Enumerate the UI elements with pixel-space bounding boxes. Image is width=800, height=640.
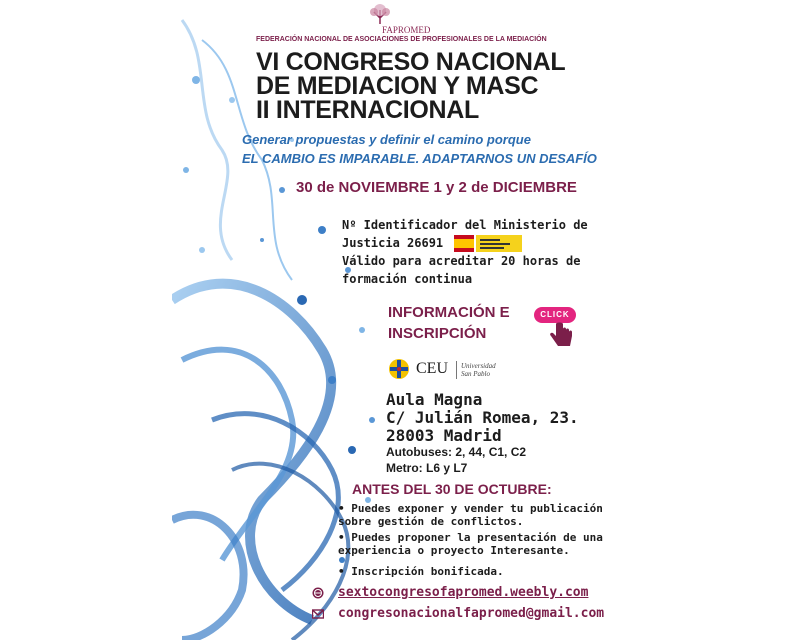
organization-name: FEDERACIÓN NACIONAL DE ASOCIACIONES DE PROFESIONALES DE LA MEDIACIÓN [256, 36, 547, 43]
university-name [461, 362, 496, 378]
bullet-2-line-1: • Puedes proponer la presentación de una [338, 531, 603, 544]
subtitle-line-1: Generar propuestas y definir el camino porque [242, 132, 531, 147]
ceu-divider [456, 361, 457, 379]
globe-icon [312, 587, 324, 599]
accreditation-line-1: Nº Identificador del Ministerio de [342, 218, 588, 232]
website-link[interactable]: sextocongresofapromed.weebly.com [338, 585, 589, 600]
venue-line-3: 28003 Madrid [386, 426, 502, 445]
email-link[interactable]: congresonacionalfapromed@gmail.com [338, 606, 605, 621]
click-button[interactable]: CLICK [534, 307, 576, 323]
accreditation-line-2: Justicia 26691 [342, 236, 444, 250]
bullet-2-line-2: experiencia o proyecto Interesante. [338, 544, 570, 557]
ceu-emblem-icon [388, 358, 410, 380]
deadline-title: ANTES DEL 30 DE OCTUBRE: [352, 481, 552, 497]
spain-ministry-flag-icon [454, 235, 522, 252]
university-sub-2: San Pablo [461, 370, 490, 378]
logo-text: FAPROMED [382, 25, 431, 35]
bullet-1-line-2: sobre gestión de conflictos. [338, 515, 524, 528]
accreditation-line-4: formación continua [342, 272, 473, 286]
venue-metro: Metro: L6 y L7 [386, 461, 468, 475]
bullet-1-line-1: • Puedes exponer y vender tu publicación [338, 502, 603, 515]
title-line-1: VI CONGRESO NACIONAL [256, 48, 566, 76]
event-dates: 30 de NOVIEMBRE 1 y 2 de DICIEMBRE [296, 179, 577, 196]
info-title-line-1: INFORMACIÓN E [388, 304, 510, 321]
university-sub-1: Universidad [461, 362, 496, 370]
venue-line-1: Aula Magna [386, 390, 483, 409]
pointer-hand-icon [548, 320, 574, 350]
poster [172, 0, 628, 640]
info-title-line-2: INSCRIPCIÓN [388, 325, 487, 342]
mail-icon [312, 608, 324, 620]
venue-line-2: C/ Julián Romea, 23. [386, 408, 579, 427]
venue-buses: Autobuses: 2, 44, C1, C2 [386, 445, 527, 459]
title-line-3: II INTERNACIONAL [256, 96, 479, 124]
ceu-logo-text: CEU [416, 360, 448, 377]
bullet-3-line-1: • Inscripción bonificada. [338, 565, 504, 578]
accreditation-line-3: Válido para acreditar 20 horas de [342, 254, 581, 268]
subtitle-line-2: EL CAMBIO ES IMPARABLE. ADAPTARNOS UN DESAFÍO [242, 151, 597, 166]
title-line-2: DE MEDIACION Y MASC [256, 72, 539, 100]
